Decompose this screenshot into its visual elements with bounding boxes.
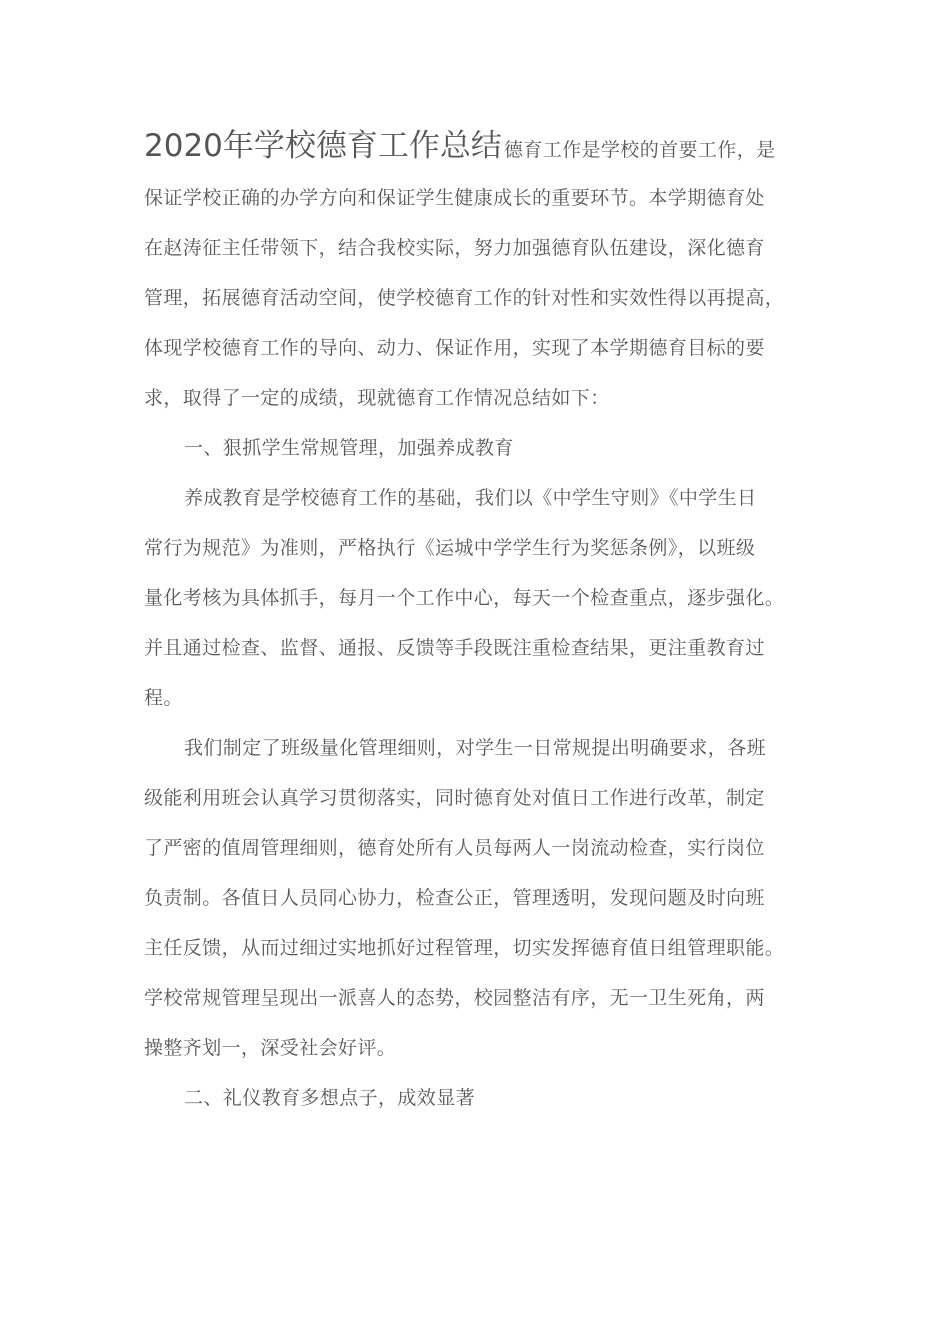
para-2-line-5: 主任反馈，从而过细过实地抓好过程管理，切实发挥德育值日组管理职能。 (144, 937, 785, 959)
document-title: 2020年学校德育工作总结 (144, 128, 502, 164)
para-1-line-5: 程。 (144, 687, 183, 709)
para-2-line-6: 学校常规管理呈现出一派喜人的态势，校园整洁有序，无一卫生死角，两 (144, 987, 765, 1009)
title-line (144, 128, 776, 164)
para-2-line-7: 操整齐划一，深受社会好评。 (144, 1037, 397, 1059)
intro-line-5: 体现学校德育工作的导向、动力、保证作用，实现了本学期德育目标的要 (144, 337, 765, 359)
intro-line-6: 求，取得了一定的成绩，现就德育工作情况总结如下： (144, 387, 610, 409)
para-2-line-1: 我们制定了班级量化管理细则，对学生一日常规提出明确要求，各班 (184, 737, 767, 759)
para-1-line-2: 常行为规范》为准则，严格执行《运城中学学生行为奖惩条例》，以班级 (144, 537, 756, 559)
intro-line-4: 管理，拓展德育活动空间，使学校德育工作的针对性和实效性得以再提高， (144, 287, 785, 309)
para-2-line-2: 级能利用班会认真学习贯彻落实，同时德育处对值日工作进行改革，制定 (144, 787, 765, 809)
intro-line-1: 德育工作是学校的首要工作，是 (503, 139, 776, 161)
para-1-line-4: 并且通过检查、监督、通报、反馈等手段既注重检查结果，更注重教育过 (144, 637, 765, 659)
para-2-line-4: 负责制。各值日人员同心协力，检查公正，管理透明，发现问题及时向班 (144, 887, 765, 909)
section-heading-1: 一、狠抓学生常规管理，加强养成教育 (184, 437, 514, 459)
para-2-line-3: 了严密的值周管理细则，德育处所有人员每两人一岗流动检查，实行岗位 (144, 837, 765, 859)
section-heading-2: 二、礼仪教育多想点子，成效显著 (184, 1087, 476, 1109)
para-1-line-1: 养成教育是学校德育工作的基础，我们以《中学生守则》《中学生日 (184, 487, 757, 509)
para-1-line-3: 量化考核为具体抓手，每月一个工作中心，每天一个检查重点，逐步强化。 (144, 587, 785, 609)
intro-line-3: 在赵涛征主任带领下，结合我校实际，努力加强德育队伍建设，深化德育 (144, 237, 765, 259)
intro-line-2: 保证学校正确的办学方向和保证学生健康成长的重要环节。本学期德育处 (144, 187, 765, 209)
